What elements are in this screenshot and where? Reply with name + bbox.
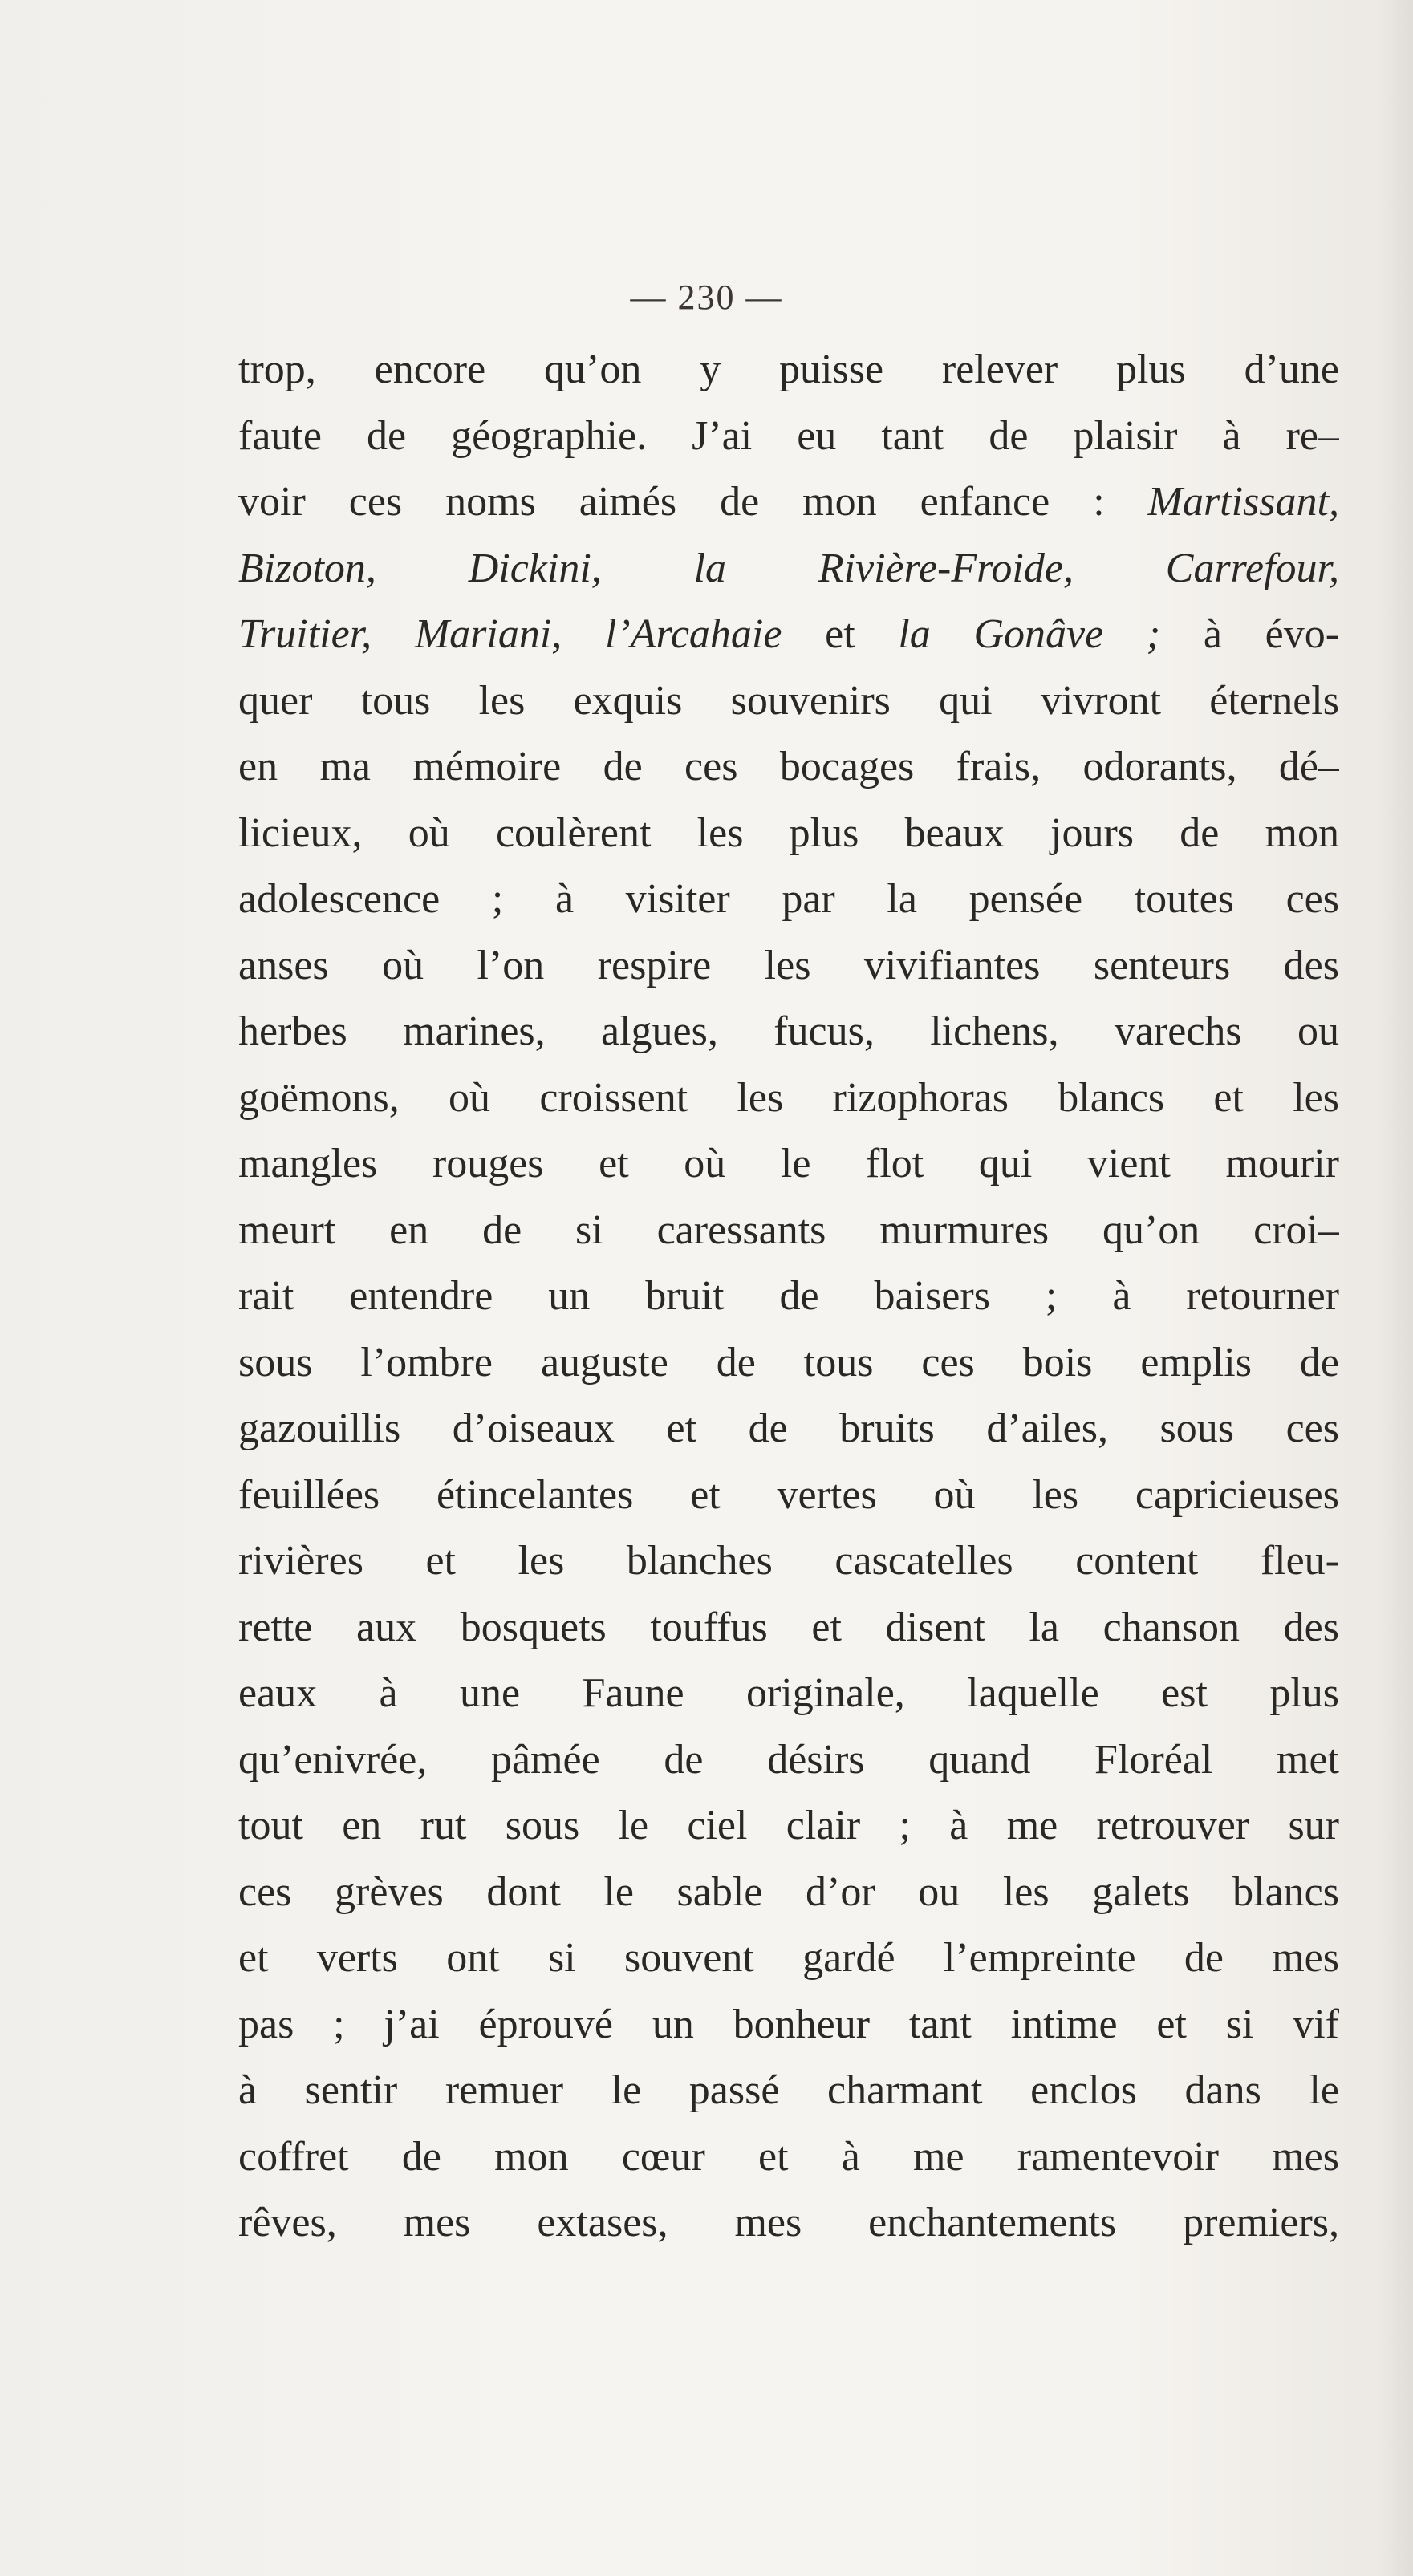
text-line bbox=[238, 1793, 1339, 1860]
text-line bbox=[238, 536, 1339, 602]
text-line bbox=[238, 1528, 1339, 1595]
body-text bbox=[238, 337, 1339, 2257]
text-segment: trop, encore qu’on y puisse relever plus d’une bbox=[238, 347, 1339, 392]
text-line bbox=[238, 1462, 1339, 1529]
italic-segment: la Gonâve ; bbox=[898, 611, 1161, 657]
text-line bbox=[238, 999, 1339, 1065]
text-segment: rêves, mes extases, mes enchantements premiers, bbox=[238, 2200, 1339, 2245]
text-segment: pas ; j’ai éprouvé un bonheur tant intime et si vif bbox=[238, 2001, 1339, 2047]
text-segment: rait entendre un bruit de baisers ; à retourner bbox=[238, 1273, 1339, 1319]
text-line bbox=[238, 602, 1339, 668]
page-number: — 230 — bbox=[630, 278, 783, 317]
text-line bbox=[238, 2124, 1339, 2191]
text-segment: en ma mémoire de ces bocages frais, odorants, dé– bbox=[238, 744, 1339, 789]
text-segment: à évo- bbox=[1160, 611, 1339, 657]
text-segment: et verts ont si souvent gardé l’empreinte de mes bbox=[238, 1935, 1339, 1981]
text-segment: meurt en de si caressants murmures qu’on croi– bbox=[238, 1207, 1339, 1253]
text-line bbox=[238, 668, 1339, 735]
text-line bbox=[238, 1595, 1339, 1661]
text-line bbox=[238, 1396, 1339, 1462]
text-segment: anses où l’on respire les vivifiantes senteurs des bbox=[238, 942, 1339, 988]
text-segment: goëmons, où croissent les rizophoras blancs et les bbox=[238, 1074, 1339, 1121]
text-segment: quer tous les exquis souvenirs qui vivront éternels bbox=[238, 677, 1339, 724]
text-line bbox=[238, 1330, 1339, 1397]
text-segment: et bbox=[782, 611, 899, 657]
text-segment: sous l’ombre auguste de tous ces bois emplis de bbox=[238, 1339, 1339, 1385]
text-segment: tout en rut sous le ciel clair ; à me retrouver sur bbox=[238, 1803, 1339, 1848]
text-segment: gazouillis d’oiseaux et de bruits d’ailes, sous ces bbox=[238, 1406, 1339, 1451]
text-line bbox=[238, 866, 1339, 933]
text-segment: mangles rouges et où le flot qui vient mourir bbox=[238, 1141, 1339, 1187]
text-line bbox=[238, 1264, 1339, 1330]
text-line bbox=[238, 801, 1339, 867]
text-line bbox=[238, 2190, 1339, 2257]
page-edge-shadow bbox=[1381, 0, 1413, 2576]
text-line bbox=[238, 1925, 1339, 1992]
italic-segment: Bizoton, Dickini, la Rivière-Froide, Carrefour, bbox=[238, 545, 1339, 591]
text-segment: voir ces noms aimés de mon enfance : bbox=[238, 479, 1148, 525]
text-line bbox=[238, 404, 1339, 470]
text-line bbox=[238, 1661, 1339, 1727]
text-segment: herbes marines, algues, fucus, lichens, varechs ou bbox=[238, 1008, 1339, 1054]
text-segment: faute de géographie. J’ai eu tant de plaisir à re– bbox=[238, 412, 1339, 459]
italic-segment: Martissant, bbox=[1147, 479, 1339, 525]
text-segment: licieux, où coulèrent les plus beaux jours de mon bbox=[238, 809, 1339, 856]
text-line bbox=[238, 1131, 1339, 1198]
italic-segment: Truitier, Mariani, l’Arcahaie bbox=[238, 611, 782, 657]
text-line bbox=[238, 1198, 1339, 1264]
text-line bbox=[238, 337, 1339, 404]
text-segment: qu’enivrée, pâmée de désirs quand Floréal met bbox=[238, 1736, 1339, 1783]
text-line bbox=[238, 734, 1339, 801]
text-line bbox=[238, 933, 1339, 1000]
text-line bbox=[238, 1727, 1339, 1794]
text-segment: ces grèves dont le sable d’or ou les galets blancs bbox=[238, 1868, 1339, 1915]
text-segment: à sentir remuer le passé charmant enclos dans le bbox=[238, 2067, 1339, 2113]
text-line bbox=[238, 2058, 1339, 2124]
text-segment: coffret de mon cœur et à me ramentevoir mes bbox=[238, 2133, 1339, 2180]
text-segment: adolescence ; à visiter par la pensée toutes ces bbox=[238, 876, 1339, 922]
text-line bbox=[238, 1065, 1339, 1132]
text-segment: feuillées étincelantes et vertes où les capricieuses bbox=[238, 1471, 1339, 1518]
text-line bbox=[238, 469, 1339, 536]
text-segment: rivières et les blanches cascatelles content fleu- bbox=[238, 1538, 1339, 1584]
text-segment: eaux à une Faune originale, laquelle est plus bbox=[238, 1670, 1339, 1716]
text-line bbox=[238, 1992, 1339, 2059]
text-segment: rette aux bosquets touffus et disent la chanson des bbox=[238, 1604, 1339, 1650]
text-line bbox=[238, 1860, 1339, 1926]
